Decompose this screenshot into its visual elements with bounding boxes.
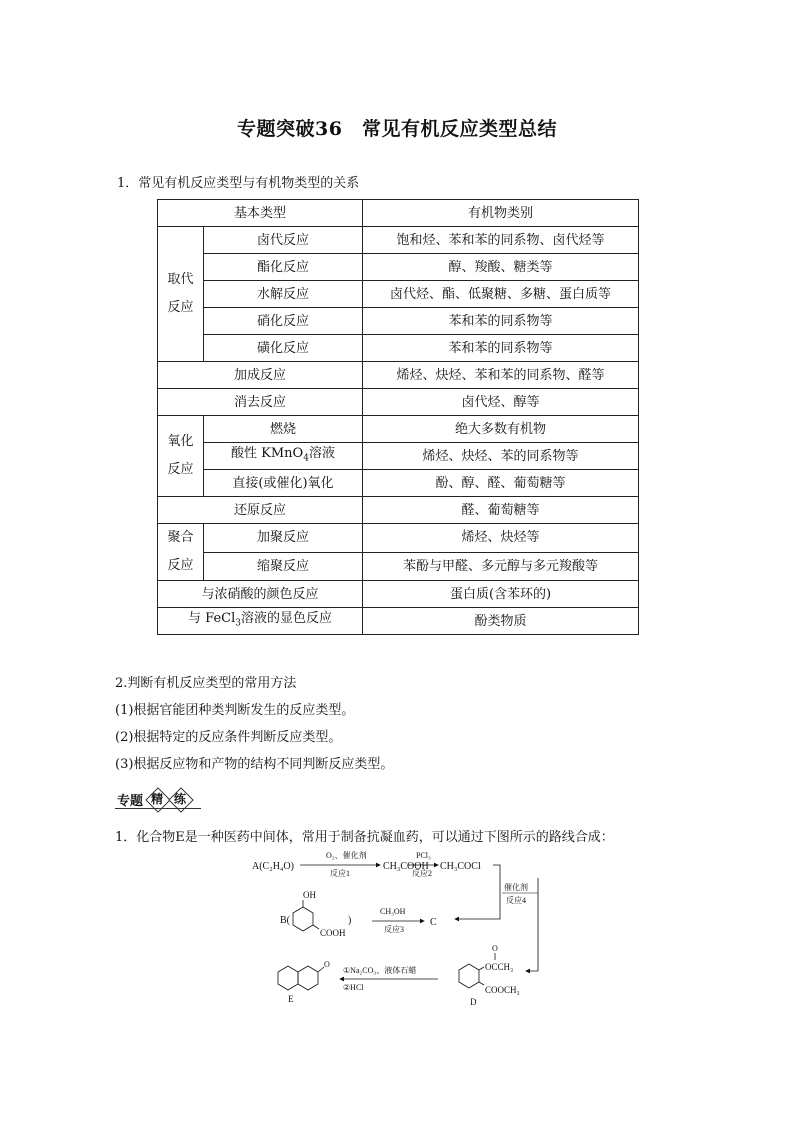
compound-cell: 烯烃、炔烃、苯和苯的同系物、醛等 [363, 362, 639, 389]
table-row [158, 362, 639, 389]
compound-cell: 醇、羧酸、糖类等 [363, 254, 639, 281]
table-row [158, 497, 639, 524]
table-row [158, 281, 639, 308]
type-cell: 消去反应 [158, 389, 363, 416]
condition-3: CH₃OH [380, 907, 406, 916]
question-1: 1．化合物E是一种医药中间体，常用于制备抗凝血药，可以通过下图所示的路线合成： [115, 830, 614, 845]
header-compound-class: 有机物类别 [363, 200, 639, 227]
table-row [158, 335, 639, 362]
atom-o-D: O [492, 944, 498, 953]
table-row [158, 389, 639, 416]
table-row [158, 308, 639, 335]
compound-cell: 酚、醇、醛、葡萄糖等 [363, 470, 639, 497]
condition-5b: ②HCl [343, 983, 364, 992]
table-row [158, 552, 639, 581]
section-heading-2: 2.判断有机反应类型的常用方法 [115, 676, 297, 691]
reaction-4-label: 反应4 [506, 896, 526, 905]
compound-B-label: B( [280, 915, 290, 926]
header-basic-type: 基本类型 [158, 200, 363, 227]
compound-C: C [430, 917, 437, 928]
table-row [158, 470, 639, 497]
type-cell: 加聚反应 [204, 524, 363, 553]
benzene-ring-D [459, 964, 479, 988]
type-cell: 缩聚反应 [204, 552, 363, 581]
reaction-1-label: 反应1 [330, 869, 350, 878]
table-row [158, 608, 639, 635]
compound-cell: 卤代烃、酯、低聚糖、多糖、蛋白质等 [363, 281, 639, 308]
bond-ester-D [479, 967, 484, 970]
method-item: (2)根据特定的反应条件判断反应类型。 [115, 730, 342, 745]
section-heading-1: 1．常见有机反应类型与有机物类型的关系 [117, 176, 360, 191]
type-cell: 还原反应 [158, 497, 363, 524]
table-row [158, 416, 639, 443]
group-cooh: COOH [320, 928, 346, 938]
compound-E-label: E [288, 994, 294, 1004]
compound-acetic-acid: CH₃COOH [383, 861, 429, 872]
type-cell: 酸性 KMnO$_4$溶液 [204, 443, 363, 470]
lactone-ring-E [298, 966, 318, 990]
table-row [158, 254, 639, 281]
compound-cell: 蛋白质(含苯环的) [363, 581, 639, 608]
type-cell: 水解反应 [204, 281, 363, 308]
page-title: 专题突破36 常见有机反应类型总结 [237, 118, 557, 140]
group-polymerization: 聚合 反应 [158, 524, 204, 581]
method-item: (3)根据反应物和产物的结构不同判断反应类型。 [115, 757, 394, 772]
table-row [158, 524, 639, 553]
atom-o-E: O [324, 960, 330, 969]
table-row [158, 581, 639, 608]
compound-cell: 醛、葡萄糖等 [363, 497, 639, 524]
type-cell: 卤代反应 [204, 227, 363, 254]
group-cooch3: COOCH₃ [485, 985, 520, 995]
compound-A: A(C₂H₄O) [252, 861, 294, 872]
tag-underline [115, 808, 201, 809]
connector-reaction-4 [455, 865, 500, 919]
practice-tag [115, 788, 205, 810]
condition-2: PCl₃ [416, 851, 431, 860]
table-row [158, 227, 639, 254]
compound-cell: 饱和烃、苯和苯的同系物、卤代烃等 [363, 227, 639, 254]
practice-tag-prefix: 专题 [117, 794, 144, 809]
table-row [158, 443, 639, 470]
compound-D-label: D [470, 997, 477, 1007]
type-cell: 硝化反应 [204, 308, 363, 335]
table-header-row [158, 200, 639, 227]
method-item: (1)根据官能团种类判断发生的反应类型。 [115, 703, 355, 718]
practice-tag-char: 精 [150, 792, 163, 806]
group-oxidation: 氧化 反应 [158, 416, 204, 497]
condition-4: 催化剂 [504, 883, 528, 892]
benzene-ring-E [278, 966, 298, 990]
type-cell: 酯化反应 [204, 254, 363, 281]
compound-cell: 卤代烃、醇等 [363, 389, 639, 416]
reaction-2-label: 反应2 [412, 869, 432, 878]
compound-cell: 酚类物质 [363, 608, 639, 635]
compound-cell: 烯烃、炔烃、苯的同系物等 [363, 443, 639, 470]
synthesis-route-diagram [240, 848, 550, 1008]
compound-cell: 苯酚与甲醛、多元醇与多元羧酸等 [363, 552, 639, 581]
compound-cell: 绝大多数有机物 [363, 416, 639, 443]
type-cell: 直接(或催化)氧化 [204, 470, 363, 497]
compound-cell: 烯烃、炔烃等 [363, 524, 639, 553]
reaction-3-label: 反应3 [384, 925, 404, 934]
compound-cell: 苯和苯的同系物等 [363, 335, 639, 362]
practice-tag-char: 练 [173, 792, 186, 806]
reaction-type-table [157, 199, 639, 635]
type-cell: 燃烧 [204, 416, 363, 443]
group-substitution: 取代 反应 [158, 227, 204, 362]
type-cell: 磺化反应 [204, 335, 363, 362]
compound-B-close: ) [348, 915, 352, 926]
bond-cooch3 [479, 982, 484, 985]
type-cell: 与 FeCl$_3$溶液的显色反应 [158, 608, 363, 635]
condition-5: ①Na₂CO₃、液体石蜡 [343, 966, 417, 975]
type-cell: 加成反应 [158, 362, 363, 389]
type-cell: 与浓硝酸的颜色反应 [158, 581, 363, 608]
bond-cooh [313, 925, 319, 929]
group-occh3: OCCH₃ [485, 962, 514, 972]
benzene-ring-B [293, 907, 313, 931]
compound-cell: 苯和苯的同系物等 [363, 308, 639, 335]
compound-acetyl-chloride: CH₃COCl [440, 861, 481, 872]
condition-1: O₂、催化剂 [326, 851, 367, 860]
group-oh: OH [303, 890, 316, 900]
